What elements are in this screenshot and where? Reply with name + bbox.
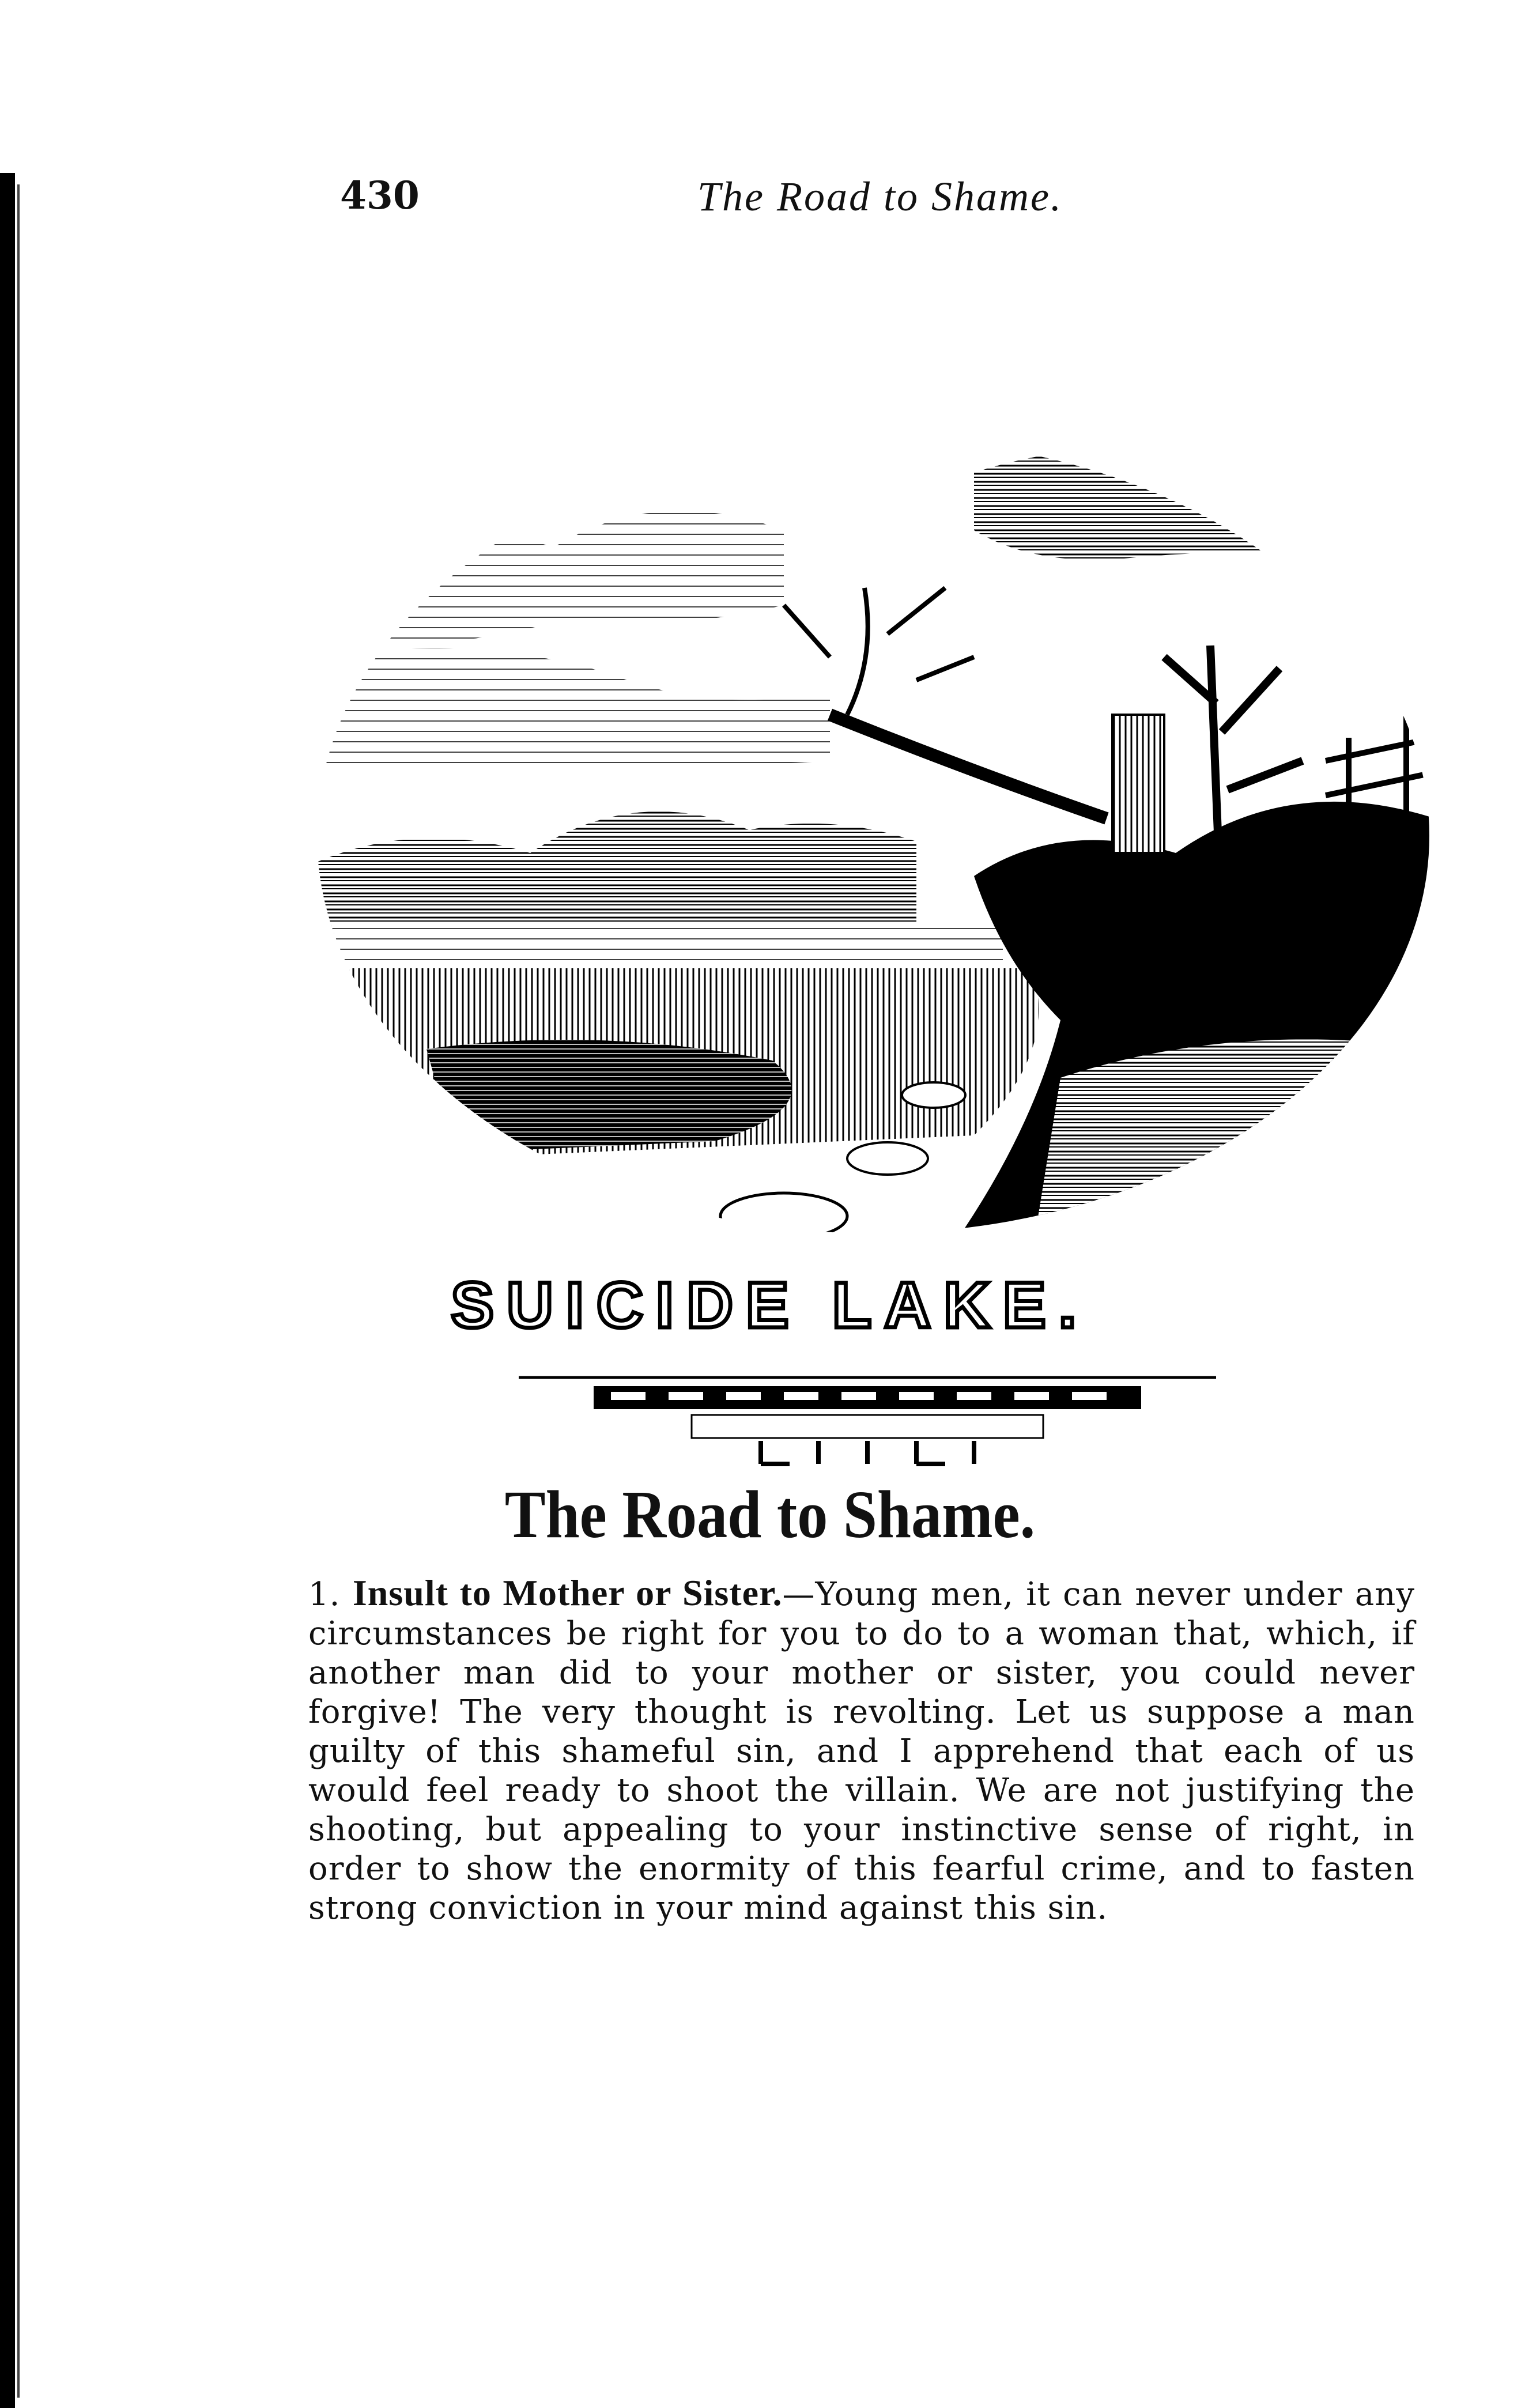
- plate-caption: SUICIDE LAKE.: [451, 1269, 1089, 1341]
- leaning-tree-trunk: [830, 715, 1107, 818]
- section-heading: The Road to Shame.: [504, 1477, 1036, 1552]
- paragraph-heading: Insult to Mother or Sister.: [352, 1572, 783, 1613]
- shore-stone: [902, 1082, 965, 1108]
- running-title: The Road to Shame.: [697, 173, 1063, 220]
- paragraph-number: 1.: [308, 1576, 341, 1613]
- decorative-ornament: [519, 1366, 1216, 1470]
- running-head: [340, 173, 1412, 231]
- far-shore: [311, 922, 1003, 974]
- cloud-shape: [974, 446, 1435, 565]
- paragraph-text: —Young men, it can never under any circumstances be right for you to do to a woman that, which, if another man did to your mother or sister, you could never forgive! The very thought is revolting. Let us suppose a man guilty of this shameful sin, and I apprehend that each of us would feel ready to shoot the villain. We are not justifying the shooting, but appealing to your instinctive sense of right, in order to show the enormity of this fearful crime, and to fasten strong conviction in your mind against this sin.: [308, 1576, 1415, 1927]
- paragraph: [308, 1573, 1415, 1928]
- cloud-shape: [311, 648, 830, 772]
- mountain-range: [311, 812, 916, 934]
- foreground-bank: [1032, 1039, 1435, 1256]
- lake-engraving-illustration: [311, 415, 1435, 1256]
- tree-stump: [1112, 715, 1164, 853]
- cloud-shape: [311, 511, 784, 643]
- shore-stone: [847, 1142, 928, 1175]
- shore-stone: [720, 1193, 847, 1239]
- page-number: 430: [340, 173, 420, 218]
